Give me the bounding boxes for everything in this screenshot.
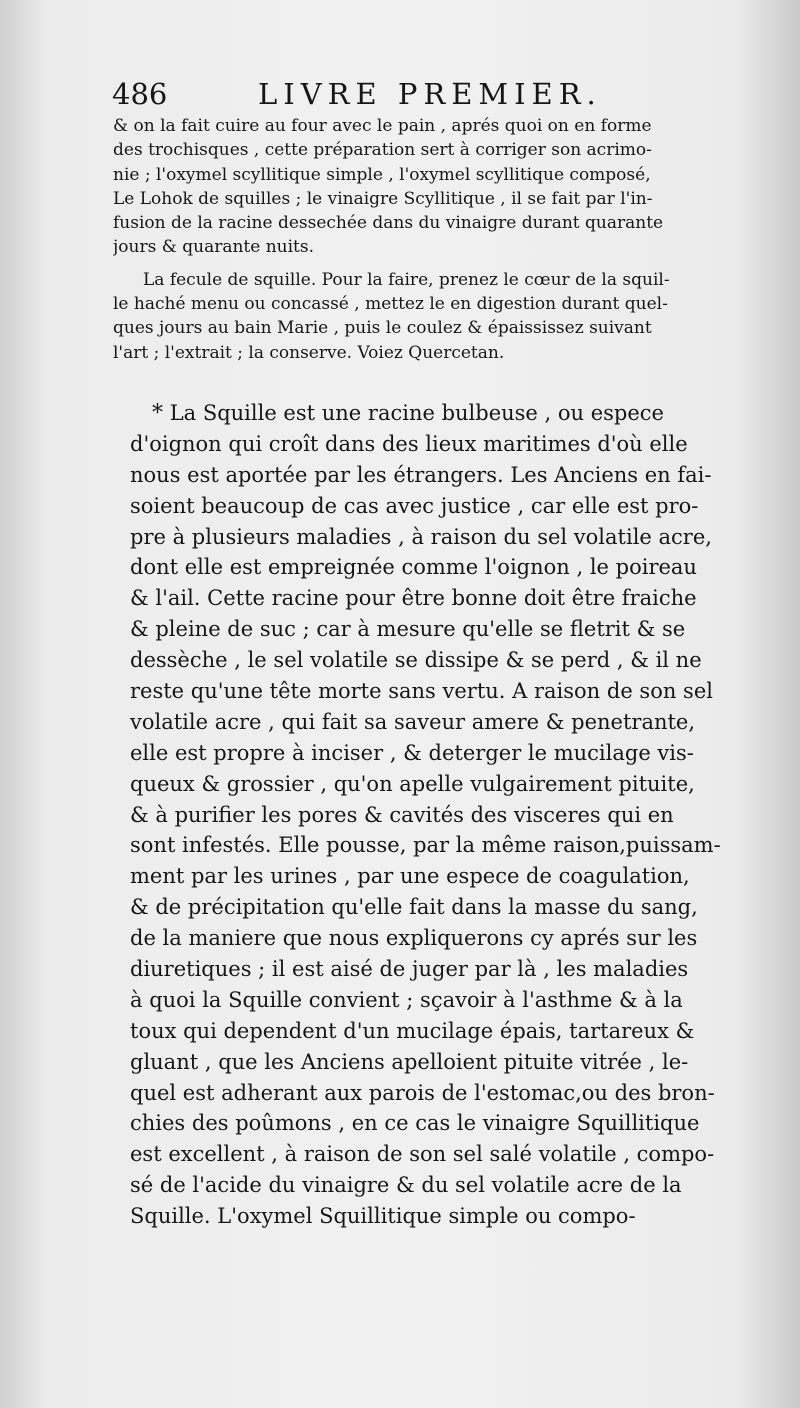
text-line: diuretiques ; il est aisé de juger par là , les maladies	[130, 957, 689, 982]
page-number: 486	[112, 77, 168, 111]
text-line	[130, 398, 770, 429]
text-line: jours & quarante nuits.	[113, 237, 315, 258]
text-line-content: La Squille est une racine bulbeuse , ou espece	[169, 401, 664, 425]
text-line: queux & grossier , qu'on apelle vulgairement pituite,	[130, 771, 695, 796]
text-line: dont elle est empreignée comme l'oignon , le poireau	[130, 555, 697, 580]
text-line: sont infestés. Elle pousse, par la même raison,puissam-	[130, 833, 721, 858]
text-line: & pleine de suc ; car à mesure qu'elle se fletrit & se	[130, 617, 686, 642]
page-header	[112, 72, 602, 116]
text-line: sé de l'acide du vinaigre & du sel volatile acre de la	[130, 1173, 682, 1198]
text-line: des trochisques , cette préparation sert à corriger son acrimo-	[113, 140, 652, 161]
text-line: quel est adherant aux parois de l'estomac,ou des bron-	[130, 1080, 715, 1105]
text-line: volatile acre , qui fait sa saveur amere & penetrante,	[130, 709, 696, 734]
paragraph-squille-note	[130, 398, 770, 1232]
paragraph-fecule	[113, 268, 763, 365]
text-line: La fecule de squille. Pour la faire, prenez le cœur de la squil-	[143, 269, 670, 290]
text-line: à quoi la Squille convient ; sçavoir à l'asthme & à la	[130, 987, 683, 1012]
text-line: & de précipitation qu'elle fait dans la masse du sang,	[130, 895, 698, 920]
text-line: & l'ail. Cette racine pour être bonne doit être fraiche	[130, 586, 697, 611]
text-line: Squille. L'oxymel Squillitique simple ou compo-	[130, 1204, 636, 1229]
text-line: gluant , que les Anciens apelloient pituite vitrée , le-	[130, 1049, 689, 1074]
text-line: d'oignon qui croît dans des lieux maritimes d'où elle	[130, 431, 688, 456]
recipe-paragraphs	[113, 114, 763, 365]
text-line: est excellent , à raison de son sel salé volatile , compo-	[130, 1142, 715, 1167]
text-line: pre à plusieurs maladies , à raison du sel volatile acre,	[130, 524, 712, 549]
running-title: LIVRE PREMIER.	[258, 77, 602, 111]
text-line: soient beaucoup de cas avec justice , car elle est pro-	[130, 493, 699, 518]
text-line: chies des poûmons , en ce cas le vinaigre Squillitique	[130, 1111, 700, 1136]
footnote-marker: *	[152, 401, 163, 426]
text-line: l'art ; l'extrait ; la conserve. Voiez Quercetan.	[113, 342, 505, 363]
text-line: nous est aportée par les étrangers. Les Anciens en fai-	[130, 462, 712, 487]
text-line: fusion de la racine dessechée dans du vinaigre durant quarante	[113, 213, 664, 234]
text-line: toux qui dependent d'un mucilage épais, tartareux &	[130, 1018, 695, 1043]
text-line: reste qu'une tête morte sans vertu. A raison de son sel	[130, 679, 713, 704]
text-line: elle est propre à inciser , & deterger le mucilage vis-	[130, 740, 694, 765]
text-line: le haché menu ou concassé , mettez le en digestion durant quel-	[113, 294, 668, 315]
text-line: dessèche , le sel volatile se dissipe & se perd , & il ne	[130, 648, 702, 673]
text-line: de la maniere que nous expliquerons cy aprés sur les	[130, 926, 698, 951]
paragraph-preparations	[113, 114, 763, 260]
text-line: nie ; l'oxymel scyllitique simple , l'oxymel scyllitique composé,	[113, 164, 651, 185]
text-line: & on la fait cuire au four avec le pain , aprés quoi on en forme	[113, 116, 652, 136]
text-line: Le Lohok de squilles ; le vinaigre Scyllitique , il se fait par l'in-	[113, 188, 653, 209]
text-line: ment par les urines , par une espece de coagulation,	[130, 864, 690, 889]
text-line: ques jours au bain Marie , puis le coulez & épaississez suivant	[113, 318, 652, 339]
text-line: & à purifier les pores & cavités des visceres qui en	[130, 802, 674, 827]
